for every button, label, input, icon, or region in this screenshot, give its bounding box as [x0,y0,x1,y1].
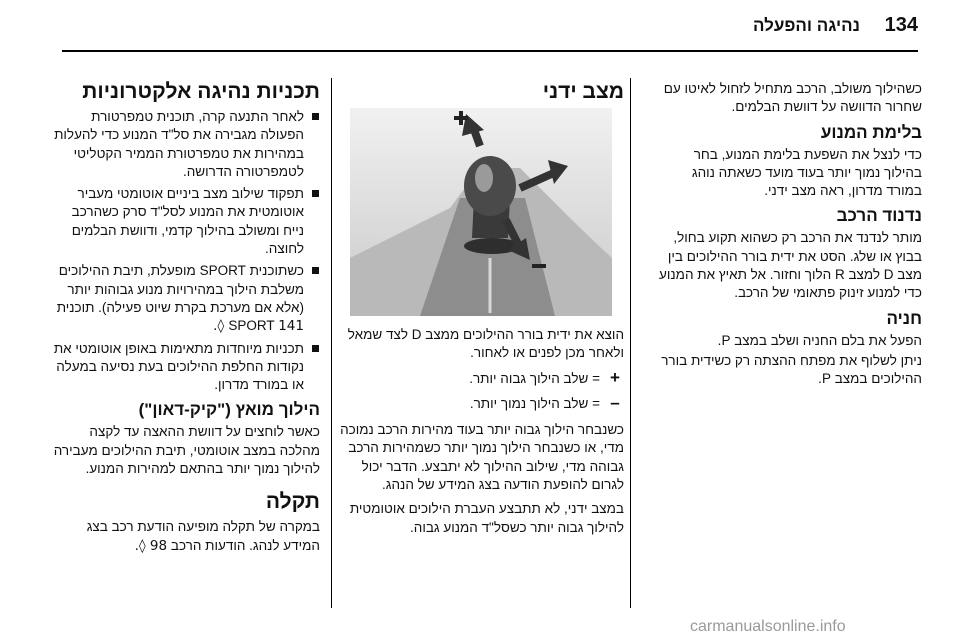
rocking-paragraph: מותר לנדנד את הרכב רק כשהוא תקוע בחול, בבוץ או שלג. הסט את ידית בורר ההילוכים בין מצב D למצב R הלוך וחזור. אל תאיץ את המנוע כדי למנוע זינוק פתאומי של הרכב. [659,230,922,301]
fault-heading: תקלה [265,490,320,514]
column-divider-right [630,78,631,608]
manual-mode-instruction: הוצא את ידית בורר ההילוכים ממצב D לצד שמאל ולאחר מכן לפנים או לאחור. [347,327,624,361]
kickdown-paragraph: כאשר לוחצים על דוושת ההאצה עד לקצה מהלכה במצב אוטומטי, תיבת ההילוכים מעבירה להילוך נמוך יותר בהתאם למהירות המנוע. [53,424,320,477]
engine-brake-heading: בלימת המנוע [820,122,922,142]
plus-row [338,369,624,388]
header-rule [62,50,918,52]
minus-text: = שלב הילוך נמוך יותר. [469,395,600,411]
electronic-programs-heading: תכניות נהיגה אלקטרוניות [82,80,320,103]
kickdown-heading: הילוך מואץ ("קיק-דאון") [138,400,320,420]
column-middle [338,80,624,539]
engine-brake-paragraph: כדי לנצל את השפעת בלימת המנוע, בחר בהילוך נמוך יותר בעוד מועד כשאתה נוהג במורד מדרון, ראה מצב ידני. [691,146,922,199]
plus-symbol: + [610,367,620,387]
fault-paragraph [52,518,320,555]
manual-mode-heading: מצב ידני [542,80,624,103]
shift-refuse-paragraph: כשנבחר הילוך גבוה יותר בעוד מהירות הרכב נמוכה מדי, או כשנבחר הילוך נמוך יותר כשמהירות הרכב גבוהה מדי, שילוב ההילוך לא יתבצע. הדבר יכול לגרום להופעת הודעה בצג המידע של הנהג. [340,422,624,493]
plus-text: = שלב הילוך גבוה יותר. [469,370,600,386]
column-right [654,80,922,391]
sport-program-text: כשתוכנית SPORT מופעלת, תיבת ההילוכים משלבת הילוך במהירויות מנוע גבוהות יותר (אלא אם מערכת בקרת שיוט פעילה). תוכנית SPORT [56,263,304,334]
chapter-title: נהיגה והפעלה [752,16,860,35]
list-item: תפקוד שילוב מצב ביניים אוטומטי מעביר אוטומטית את המנוע לסל"ד סרק כשהרכב נייח ומשולב בהילוך קדמי, ודוושת הבלמים לחוצה. [52,185,320,258]
column-divider-left [331,78,332,608]
page-number: 134 [884,14,918,36]
list-item: תכניות מיוחדות מתאימות באופן אוטומטי את נקודות החלפת ההילוכים בעת נסיעה במעלה או במורד מדרון. [52,340,320,395]
column-left [52,80,320,557]
parking-paragraph-1: הפעל את בלם החניה ושלב במצב P. [717,332,922,348]
list-item [52,262,320,335]
page-header [0,14,918,44]
gear-selector-illustration [350,108,612,316]
minus-symbol: – [610,392,620,412]
parking-heading: חניה [886,308,922,328]
no-auto-upshift-paragraph: במצב ידני, לא תתבצע העברת הילוכים אוטומטית להילוך גבוה יותר כשסל"ד המנוע גבוה. [349,501,624,535]
gear-selector-manual-mode-icon [350,108,612,316]
creep-paragraph: כשהילוך משולב, הרכב מתחיל לזחול לאיטו עם שחרור הדוושה על דוושת הבלמים. [663,81,922,115]
parking-paragraph-2: ניתן לשלוף את מפתח ההצתה רק כשידית בורר ההילוכים במצב P. [661,352,922,387]
watermark: carmanualsonline.info [690,618,846,635]
list-item: לאחר התנעה קרה, תוכנית טמפרטורת הפעולה מגבירה את סל"ד המנוע כדי להעלות במהירות את טמפרטורת הממיר הקטליטי לטמפרטורה הדרושה. [52,108,320,181]
programs-list [52,108,320,394]
rocking-heading: נדנוד הרכב [836,206,922,226]
fault-text: במקרה של תקלה מופיעה הודעת רכב בצג המידע לנהג. הודעות הרכב [86,519,320,553]
minus-row [338,394,624,413]
page-reference-link[interactable]: 141 ◊. [213,318,304,335]
page-reference-link[interactable]: 98 ◊. [134,537,168,554]
